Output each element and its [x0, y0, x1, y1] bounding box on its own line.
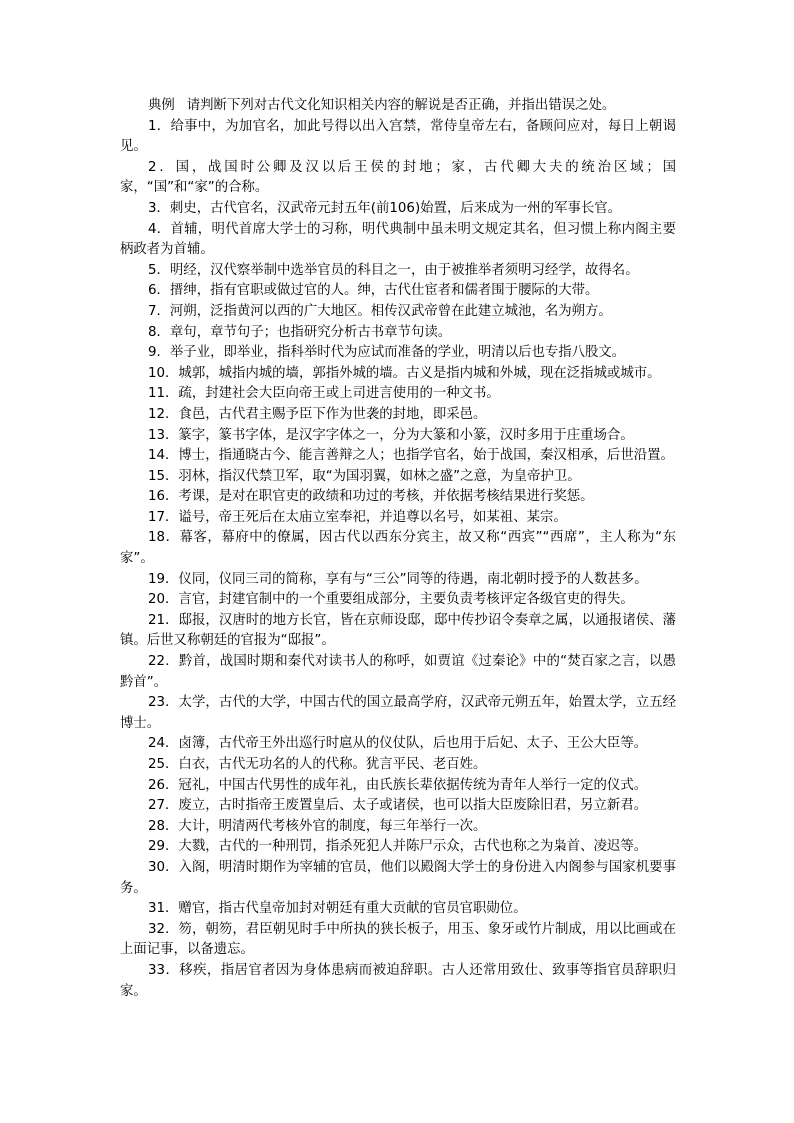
item-13: 13．篆字，篆书字体，是汉字字体之一，分为大篆和小篆，汉时多用于庄重场合。: [148, 427, 634, 443]
item-8: 8．章句，章节句子；也指研究分析古书章节句读。: [148, 324, 452, 340]
item-4: 4．首辅，明代首席大学士的习称，明代典制中虽未明文规定其名，但习惯上称内阁主要柄政者为首辅。: [120, 221, 676, 258]
item-20: 20．言官，封建官制中的一个重要组成部分，主要负责考核评定各级官吏的得失。: [148, 592, 634, 608]
item-31: 31．赠官，指古代皇帝加封对朝廷有重大贡献的官员官职勋位。: [148, 901, 527, 917]
item-9: 9．举子业，即举业，指科举时代为应试而准备的学业，明清以后也专指八股文。: [148, 345, 626, 361]
item-6: 6．搢绅，指有官职或做过官的人。绅，古代仕宦者和儒者围于腰际的大带。: [148, 283, 599, 299]
item-19: 19．仪同，仪同三司的简称，享有与“三公”同等的待遇，南北朝时授予的人数甚多。: [148, 571, 648, 587]
item-28: 28．大计，明清两代考核外官的制度，每三年举行一次。: [148, 818, 487, 834]
document-body: [120, 96, 676, 1002]
item-30: 30．入阁，明清时期作为宰辅的官员，他们以殿阁大学士的身份进入内阁参与国家机要事务。: [120, 859, 676, 896]
item-5: 5．明经，汉代察举制中选举官员的科目之一，由于被推举者须明习经学，故得名。: [148, 262, 639, 278]
item-7: 7．河朔，泛指黄河以西的广大地区。相传汉武帝曾在此建立城池，名为朔方。: [148, 303, 612, 319]
item-27: 27．废立，古时指帝王废置皇后、太子或诸侯，也可以指大臣废除旧君，另立新君。: [148, 798, 648, 814]
item-33: 33．移疾，指居官者因为身体患病而被迫辞职。古人还常用致仕、致事等指官员辞职归家。: [120, 962, 676, 999]
item-25: 25．白衣，古代无功名的人的代称。犹言平民、老百姓。: [148, 757, 487, 772]
item-26: 26．冠礼，中国古代男性的成年礼，由氏族长辈依据传统为青年人举行一定的仪式。: [148, 777, 648, 793]
intro-label: 典例: [148, 98, 175, 113]
item-24: 24．卤簿，古代帝王外出巡行时扈从的仪仗队，后也用于后妃、太子、王公大臣等。: [148, 736, 648, 752]
item-2: 2．国，战国时公卿及汉以后王侯的封地；家，古代卿大夫的统治区域；国家，“国”和“家”的合称。: [120, 159, 676, 196]
item-21: 21．邸报，汉唐时的地方长官，皆在京师设邸，邸中传抄诏令奏章之属，以通报诸侯、藩镇。后世又称朝廷的官报为“邸报”。: [120, 612, 676, 649]
item-22: 22．黔首，战国时期和秦代对读书人的称呼，如贾谊《过秦论》中的“焚百家之言，以愚黔首”。: [120, 654, 676, 690]
item-17: 17．谥号，帝王死后在太庙立室奉祀，并追尊以名号，如某祖、某宗。: [148, 509, 567, 525]
item-12: 12．食邑，古代君主赐予臣下作为世袭的封地，即采邑。: [148, 406, 487, 422]
intro-paragraph: [120, 96, 676, 117]
item-14: 14．博士，指通晓古今、能言善辩之人；也指学官名，始于战国，秦汉相承，后世沿置。: [148, 448, 674, 464]
intro-text: 请判断下列对古代文化知识相关内容的解说是否正确，并指出错误之处。: [186, 98, 616, 113]
item-1: 1．给事中，为加官名，加此号得以出入宫禁，常侍皇帝左右，备顾问应对，每日上朝谒见。: [120, 118, 676, 155]
item-10: 10．城郭，城指内城的墙，郭指外城的墙。古义是指内城和外城，现在泛指城或城市。: [148, 365, 661, 381]
item-11: 11．疏，封建社会大臣向帝王或上司进言使用的一种文书。: [148, 386, 500, 402]
item-18: 18．幕客，幕府中的僚属，因古代以西东分宾主，故又称“西宾”“西席”，主人称为“东家”。: [120, 530, 676, 567]
item-16: 16．考课，是对在职官吏的政绩和功过的考核，并依据考核结果进行奖惩。: [148, 489, 594, 505]
item-15: 15．羽林，指汉代禁卫军，取“为国羽翼，如林之盛”之意，为皇帝护卫。: [148, 468, 581, 484]
item-29: 29．大戮，古代的一种刑罚，指杀死犯人并陈尸示众，古代也称之为枭首、凌迟等。: [148, 839, 648, 855]
item-3: 3．刺史，古代官名，汉武帝元封五年(前106)始置，后来成为一州的军事长官。: [148, 200, 622, 216]
item-32: 32．笏，朝笏，君臣朝见时手中所执的狭长板子，用玉、象牙或竹片制成，用以比画或在上面记事，以备遗忘。: [120, 921, 676, 958]
item-23: 23．太学，古代的大学，中国古代的国立最高学府，汉武帝元朔五年，始置太学，立五经博士。: [120, 695, 676, 731]
